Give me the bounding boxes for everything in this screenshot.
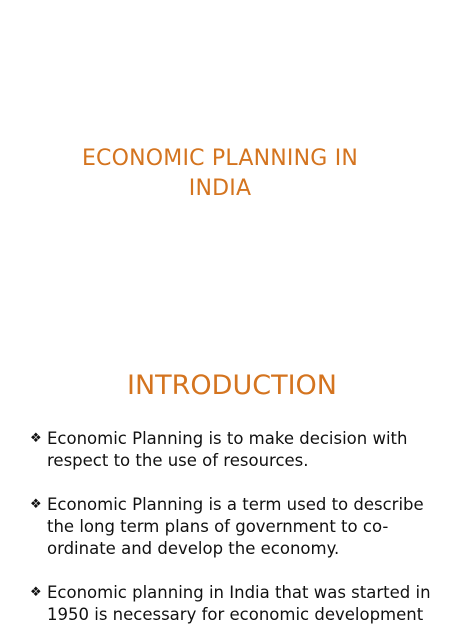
diamond-bullet-icon: ❖ xyxy=(30,585,42,600)
bullet-text-line: ordinate and develop the economy. xyxy=(47,539,340,558)
bullet-text-line: the long term plans of government to co- xyxy=(47,517,389,536)
section-heading-introduction: INTRODUCTION xyxy=(127,370,337,401)
bullet-text-line: Economic Planning is to make decision with xyxy=(47,429,408,448)
diamond-bullet-icon: ❖ xyxy=(30,497,42,512)
page-title xyxy=(0,144,440,204)
bullet-item xyxy=(30,428,470,472)
title-line: INDIA xyxy=(188,176,252,201)
title-line: ECONOMIC PLANNING IN xyxy=(81,146,359,171)
bullet-item xyxy=(30,494,470,560)
bullet-text-line: Economic planning in India that was started in xyxy=(47,583,431,602)
bullet-text-line: 1950 is necessary for economic development xyxy=(47,605,424,624)
bullet-list xyxy=(30,428,470,632)
bullet-item xyxy=(30,582,470,626)
diamond-bullet-icon: ❖ xyxy=(30,431,42,446)
bullet-text-line: Economic Planning is a term used to describe xyxy=(47,495,424,514)
bullet-text-line: respect to the use of resources. xyxy=(47,451,309,470)
